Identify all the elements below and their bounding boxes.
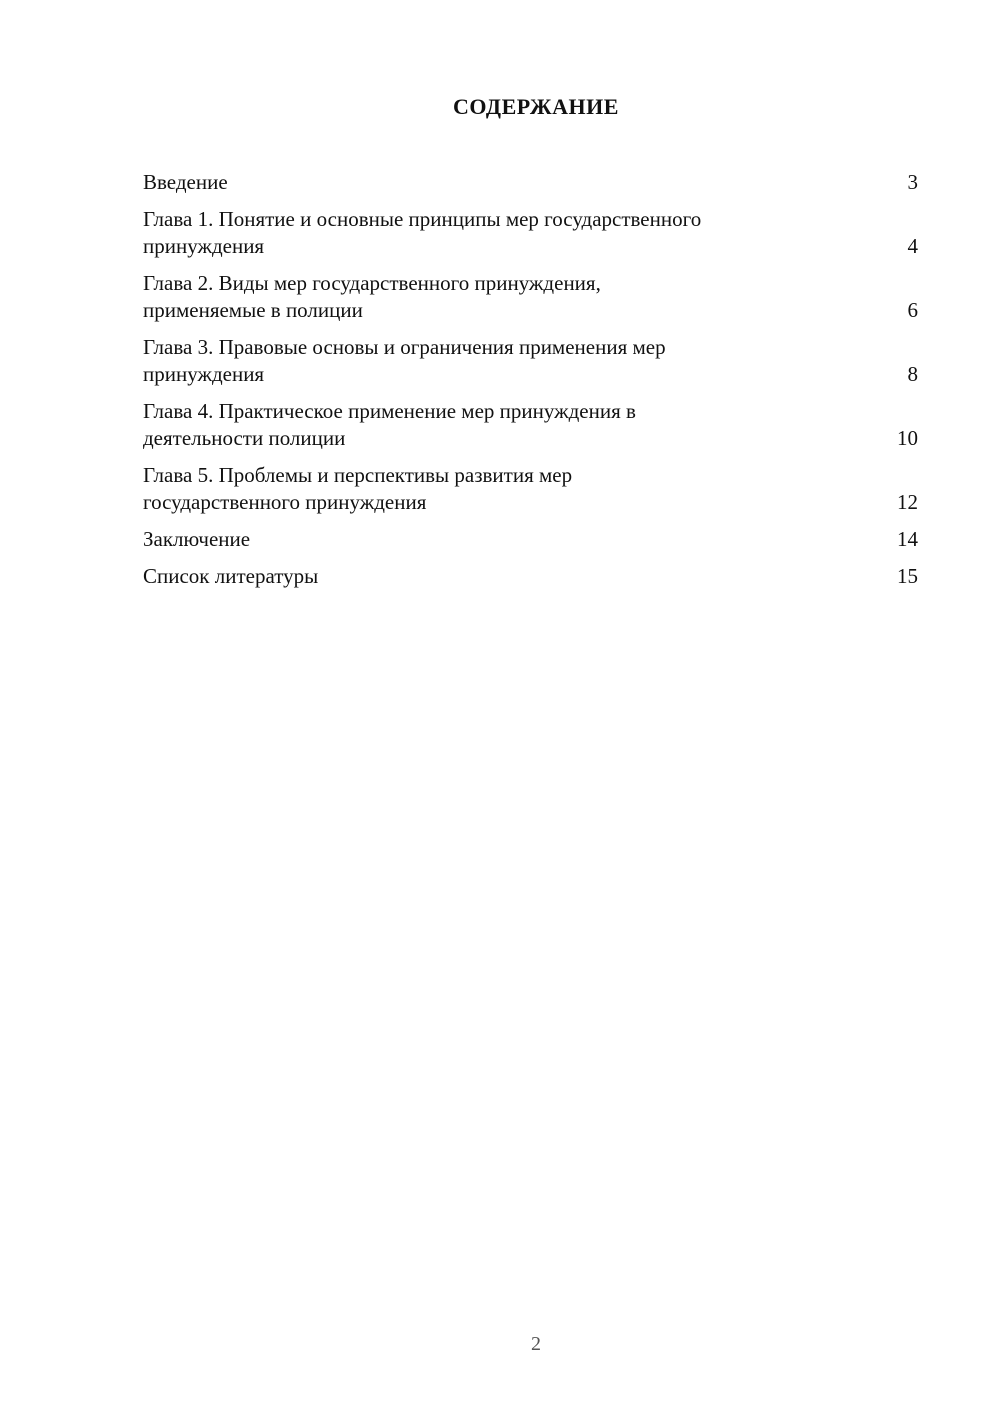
toc-entry-title: Глава 1. Понятие и основные принципы мер государственного принуждения: [143, 207, 702, 258]
toc-entry-chapter-2: [143, 270, 918, 324]
toc-entry-title: Список литературы: [143, 564, 319, 588]
toc-entry-references: [143, 563, 918, 590]
toc-entry-page: 3: [907, 170, 918, 194]
toc-entry-chapter-3: [143, 334, 918, 388]
toc-entry-title: Заключение: [143, 527, 251, 551]
toc-entry-page: 15: [897, 564, 918, 588]
toc-entry-page: 4: [907, 234, 918, 258]
toc-entry-chapter-5: [143, 462, 918, 516]
toc-entry-conclusion: [143, 526, 918, 553]
toc-entry-page: 12: [897, 490, 918, 514]
toc-entry-title: Глава 4. Практическое применение мер принуждения в деятельности полиции: [143, 399, 636, 450]
toc-entry-title: Глава 3. Правовые основы и ограничения применения мер принуждения: [143, 335, 666, 386]
page-title: СОДЕРЖАНИЕ: [453, 94, 619, 119]
toc-entry-page: 14: [897, 527, 918, 551]
toc-entry-introduction: [143, 169, 918, 196]
toc-entry-title: Введение: [143, 170, 228, 194]
toc-entry-page: 6: [907, 298, 918, 322]
page-number: 2: [531, 1333, 541, 1355]
toc-entry-page: 10: [897, 426, 918, 450]
toc-entry-chapter-4: [143, 398, 918, 452]
toc-entry-title: Глава 2. Виды мер государственного принуждения, применяемые в полиции: [143, 271, 601, 322]
table-of-contents: [143, 169, 918, 600]
toc-entry-page: 8: [907, 362, 918, 386]
toc-entry-title: Глава 5. Проблемы и перспективы развития мер государственного принуждения: [143, 463, 573, 514]
toc-entry-chapter-1: [143, 206, 918, 260]
